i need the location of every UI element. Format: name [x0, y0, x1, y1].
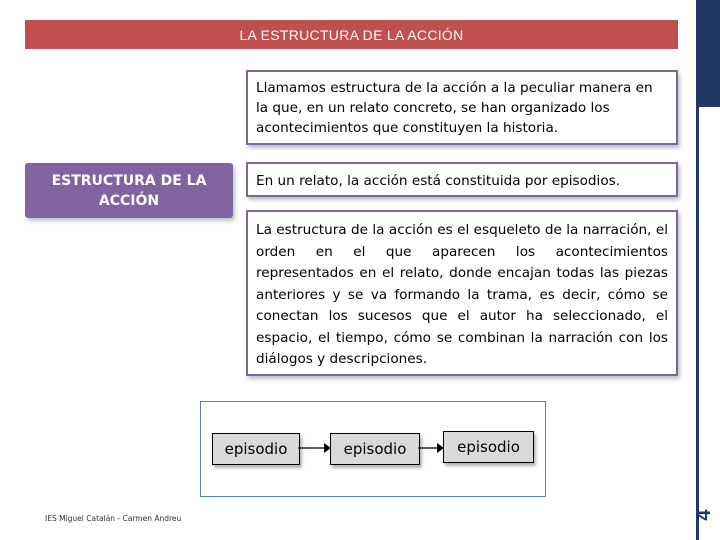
definition-box: Llamamos estructura de la acción a la peculiar manera en la que, en un relato concreto, se han organizado los acontecimientos que constituyen la historia.: [246, 70, 678, 145]
episodes-box: En un relato, la acción está constituida por episodios.: [246, 162, 678, 197]
side-bar-accent: [696, 0, 720, 107]
episode-box-3: episodio: [443, 431, 534, 463]
episode-box-2: episodio: [330, 433, 420, 465]
slide-number: 4: [692, 509, 715, 521]
explanation-box: La estructura de la acción es el esqueleto de la narración, el orden en el que aparecen los acontecimientos representados en el relato, donde encajan todas las piezas anteriores y se va formando la trama, es decir, cómo se conectan los sucesos que el autor ha seleccionado, el espacio, el tiempo, cómo se combinan la narración con los diálogos y descripciones.: [246, 210, 678, 376]
arrow-icon-2: [418, 440, 445, 456]
section-label: [25, 163, 233, 218]
slide-title: LA ESTRUCTURA DE LA ACCIÓN: [239, 26, 464, 43]
side-bar: [696, 0, 720, 540]
section-label-text: ESTRUCTURA DE LA ACCIÓN: [51, 172, 207, 209]
episode-box-1: episodio: [212, 433, 300, 465]
footer-credit: IES Miguel Catalán - Carmen Andreu: [45, 514, 182, 523]
title-bar: [25, 20, 678, 49]
arrow-icon-1: [298, 440, 332, 456]
